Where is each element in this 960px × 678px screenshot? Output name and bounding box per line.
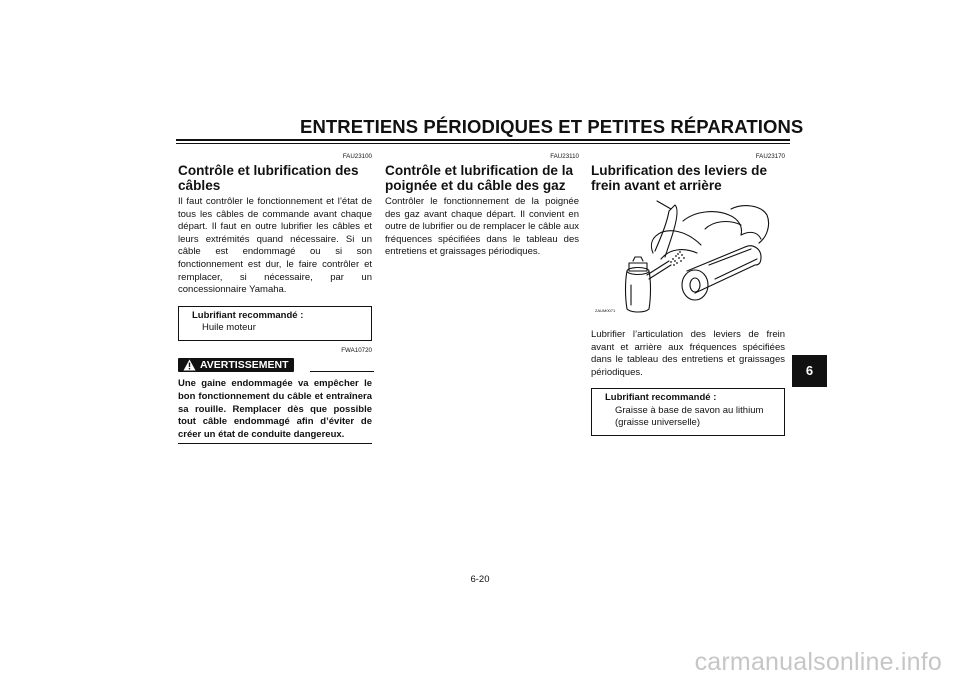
warning-triangle-icon (183, 359, 196, 371)
section-title: Contrôle et lubrification de la poignée et du câble des gaz (385, 163, 574, 193)
section-title: Lubrification des leviers de frein avant et arrière (591, 163, 768, 193)
section-brake-levers (591, 153, 785, 442)
figure-code: ZAUM0071 (595, 308, 616, 313)
lubricant-box (591, 388, 785, 436)
section-body: Lubrifier l’articulation des leviers de frein avant et arrière aux fréquences spécifiées dans le tableau des entretiens et graissages périodiques. (591, 329, 785, 378)
lubricant-box (178, 306, 372, 342)
warning-rule (310, 371, 374, 372)
section-throttle (385, 153, 579, 259)
lubricant-box-value: Huile moteur (202, 322, 256, 334)
header-rule (176, 139, 790, 141)
watermark: carmanualsonline.info (694, 648, 942, 676)
lever-illustration (591, 199, 783, 319)
lubricant-box-value-line: Graisse à base de savon au lithium (615, 404, 764, 416)
chapter-tab: 6 (792, 355, 827, 387)
lubricant-box-title: Lubrifiant recommandé : (605, 392, 717, 404)
warning-header (178, 358, 372, 372)
warning-bottom-rule (178, 443, 372, 444)
lubricant-box-title: Lubrifiant recommandé : (192, 309, 304, 321)
section-title: Contrôle et lubrification des câbles (178, 163, 359, 193)
warning-badge (178, 358, 294, 372)
header-rule-thin (176, 143, 790, 144)
section-cables (178, 153, 372, 444)
section-body: Il faut contrôler le fonctionnement et l’état de tous les câbles de commande avant chaque départ. Il faut en outre lubrifier les câbles et leurs extrémités quand nécessaire. Si un câble est endommagé ou si son fonctionnement est dur, le faire contrôler et remplacer, si nécessaire, par un concessionnaire Yamaha. (178, 196, 372, 296)
page-header-title: ENTRETIENS PÉRIODIQUES ET PETITES RÉPARATIONS (300, 116, 804, 137)
warning-text: Une gaine endommagée va empêcher le bon fonctionnement du câble et entraînera sa rouille. Remplacer dès que possible tout câble endommagé afin d’éviter de créer un état de conduite dangereux. (178, 378, 372, 440)
lever-lubrication-figure (591, 199, 783, 319)
section-code: FAU23170 (755, 153, 785, 160)
page-number: 6-20 (470, 574, 490, 585)
section-body: Contrôler le fonctionnement de la poignée des gaz avant chaque départ. Il convient en outre de lubrifier ou de remplacer le câble aux fréquences spécifiées dans le tableau des entretiens et graissages périodiques. (385, 196, 579, 258)
warning-label: AVERTISSEMENT (200, 359, 289, 372)
section-code: FAU23110 (550, 153, 579, 160)
section-code: FAU23100 (342, 153, 372, 160)
lubricant-box-value-line: (graisse universelle) (615, 416, 701, 428)
warning-code: FWA10720 (341, 347, 372, 355)
